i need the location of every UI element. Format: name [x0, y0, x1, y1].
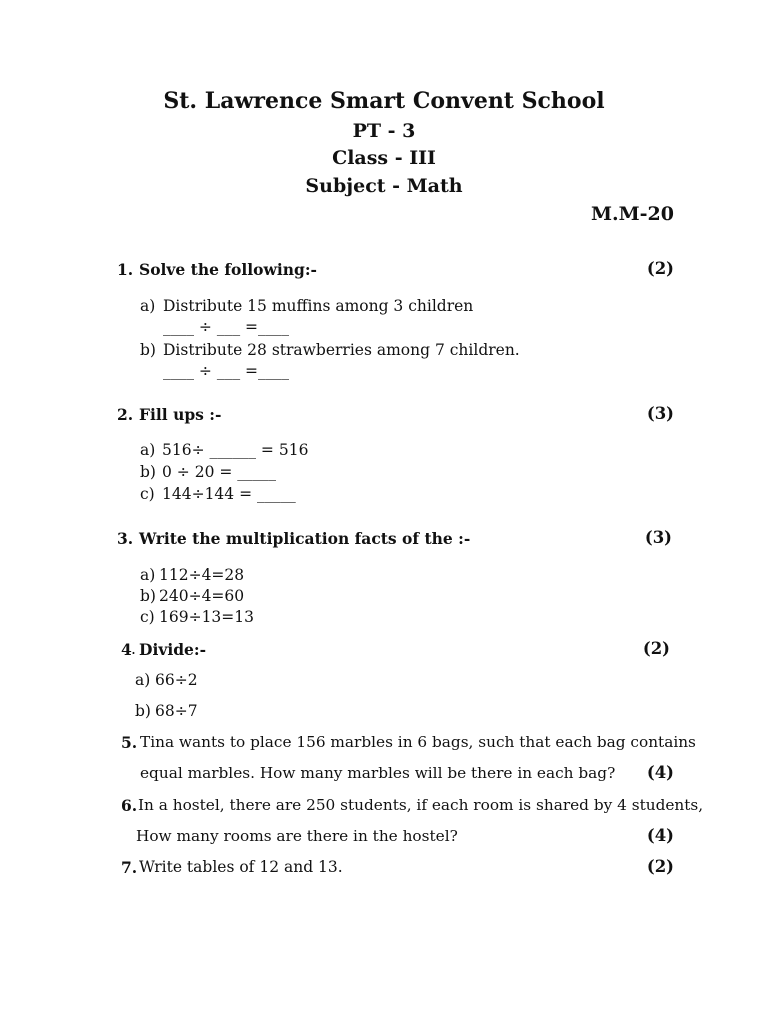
q3-item-c-label: c) — [140, 608, 155, 626]
test-name: PT - 3 — [352, 120, 416, 142]
q4-item-a-text: 66÷2 — [155, 671, 198, 689]
question-2-number: 2. — [117, 405, 134, 424]
question-2-text: Fill ups :- — [139, 405, 222, 424]
question-5-line-1: Tina wants to place 156 marbles in 6 bags, such that each bag contains — [140, 733, 696, 751]
q2-item-c-text: 144÷144 = _____ — [162, 485, 296, 503]
q3-item-a-label: a) — [140, 566, 156, 584]
q1-item-b-blank: ____ ÷ ___ =____ — [163, 362, 290, 380]
question-6-line-2: How many rooms are there in the hostel? — [136, 827, 458, 845]
q3-item-b-text: 240÷4=60 — [159, 587, 245, 605]
q1-item-b-text: Distribute 28 strawberries among 7 children. — [163, 341, 520, 359]
question-3-marks: (3) — [644, 528, 672, 547]
question-7-marks: (2) — [646, 857, 674, 876]
question-5-marks: (4) — [646, 763, 674, 782]
q4-item-b-text: 68÷7 — [155, 702, 198, 720]
q3-item-a-text: 112÷4=28 — [159, 566, 245, 584]
q2-item-b-text: 0 ÷ 20 = _____ — [162, 463, 277, 481]
question-5-line-2: equal marbles. How many marbles will be there in each bag? — [140, 764, 616, 782]
q1-item-b-label: b) — [140, 341, 156, 359]
max-marks: M.M-20 — [590, 203, 674, 225]
question-7-number: 7. — [121, 858, 138, 877]
question-4-text: Divide:- — [139, 640, 207, 659]
question-3-text: Write the multiplication facts of the :- — [139, 529, 471, 548]
question-1-number: 1. — [117, 260, 134, 279]
q2-item-b-label: b) — [140, 463, 156, 481]
question-3-number: 3. — [117, 529, 134, 548]
q2-item-a-text: 516÷ ______ = 516 — [162, 441, 309, 459]
school-name: St. Lawrence Smart Convent School — [163, 88, 605, 114]
question-1-marks: (2) — [646, 259, 674, 278]
question-4-dot: . — [131, 640, 136, 658]
class-name: Class - III — [332, 147, 436, 169]
q3-item-b-label: b) — [140, 587, 156, 605]
q2-item-c-label: c) — [140, 485, 155, 503]
subject-name: Subject - Math — [305, 175, 463, 197]
question-4-marks: (2) — [642, 639, 670, 658]
q1-item-a-text: Distribute 15 muffins among 3 children — [163, 297, 474, 315]
question-6-line-1: In a hostel, there are 250 students, if each room is shared by 4 students, — [138, 796, 704, 814]
q1-item-a-label: a) — [140, 297, 156, 315]
question-2-marks: (3) — [646, 404, 674, 423]
question-6-marks: (4) — [646, 826, 674, 845]
q2-item-a-label: a) — [140, 441, 156, 459]
question-1-text: Solve the following:- — [139, 260, 317, 279]
q1-item-a-blank: ____ ÷ ___ =____ — [163, 318, 290, 336]
q4-item-b-label: b) — [135, 702, 151, 720]
question-7-text: Write tables of 12 and 13. — [139, 858, 343, 876]
question-6-number: 6. — [121, 796, 138, 815]
q4-item-a-label: a) — [135, 671, 151, 689]
question-4-number: 4 — [121, 640, 132, 659]
question-5-number: 5. — [121, 733, 138, 752]
q3-item-c-text: 169÷13=13 — [159, 608, 255, 626]
